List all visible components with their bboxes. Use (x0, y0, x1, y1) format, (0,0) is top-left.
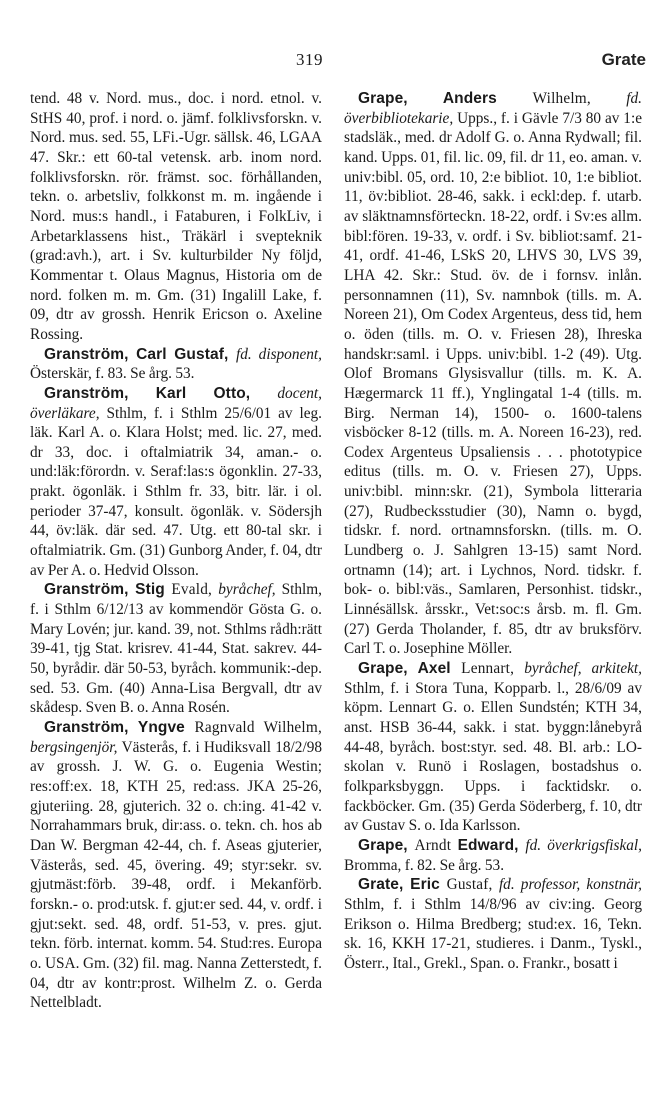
page-header (0, 0, 672, 80)
entry-given-name: Axel (417, 660, 462, 678)
entry-given-name: Stig (135, 581, 172, 599)
entry-body: Bromma, f. 82. Se årg. 53. (344, 856, 505, 874)
biography-entry (30, 580, 322, 718)
entry-given-name-rest: Lennart, (461, 660, 525, 678)
entry-body: Österskär, f. 83. Se årg. 53. (30, 365, 195, 383)
entry-surname: Grate, (358, 876, 411, 894)
biography-entry (344, 659, 642, 836)
entry-given-name: Eric (410, 876, 447, 894)
entry-body: tend. 48 v. Nord. mus., doc. i nord. etnol. v. StHS 40, prof. i nord. o. jämf. folklivsforskn. v. Nord. mus. sed. 55, LFi.-Ugr. sällsk. 46, LGAA 47. Skr.: ett 60-tal vetensk. arb. inom nord. folklivsforskn. rör. främst. soc. förhållanden, tekn. o. arbetsliv, folkkonst m. m. ingående i Nord. mus:s handl., i Fataburen, i FolkLiv, i Arbetarklassens hist., Träkärl i svepteknik (grad:avh.), art. i Sv. kulturbilder Ny följd, Kommentar t. Olaus Magnus, Historia om de nord. folken m. m. Gm. (31) Ingalill Lake, f. 09, dtr av grossh. Henrik Ericson o. Axeline Rossing. (30, 90, 322, 343)
entry-given-name-rest: Arndt (414, 836, 458, 854)
entry-surname: Grape, (358, 90, 443, 107)
entry-given-name-rest: Gustaf, (446, 876, 499, 894)
entry-given-name: Edward, (457, 836, 526, 854)
entry-surname: Grape, (358, 836, 415, 854)
page-number: 319 (296, 50, 323, 69)
entry-surname: Granström, (44, 384, 156, 402)
entry-body: Sthlm, f. i Sthlm 14/8/96 av civ:ing. Georg Erikson o. Hilma Bredberg; stud:ex. 16, Tekn. sk. 16, KKH 17-21, studieres. i Danm., Tyskl., Österr., Ital., Grekl., Span. o. Frankr., bosatt i (344, 895, 642, 972)
entry-surname: Granström, (44, 581, 136, 599)
biography-entry (344, 89, 642, 659)
entry-given-name: Anders (442, 90, 533, 107)
biography-entry (30, 384, 322, 581)
entry-title: fd. professor, konstnär, (498, 876, 642, 894)
entry-title: fd. disponent, (235, 345, 322, 363)
entry-body: Sthlm, f. i Sthlm 25/6/01 av leg. läk. Karl A. o. Klara Holst; med. lic. 27, med. dr 33, doc. i oftalmiatrik 34, aman.- o. und:läk:förordn. v. Seraf:las:s ögonklin. 27-33, prakt. ögonläk. i Sthlm fr. 33, bitr. lär. i ol. perioder 37-47, konsult. ögonläk. v. Södersjh 44, öv:läk. där sed. 47. Utg. ett 80-tal skr. i oftalmiatrik. Gm. (31) Gunborg Ander, f. 04, dtr av Per A. o. Hedvid Olsson. (30, 404, 322, 579)
biography-entry (344, 836, 642, 875)
entry-given-name: Carl Gustaf, (136, 345, 236, 363)
entry-given-name-rest: Evald, (171, 581, 219, 599)
entry-given-name: Yngve (137, 719, 195, 736)
entry-title: byråchef, (218, 581, 282, 599)
entry-title: bergsingenjör, (30, 738, 122, 756)
entry-body: Sthlm, f. i Sthlm 6/12/13 av kommendör Gösta G. o. Mary Lovén; jur. kand. 39, not. Sthlms rådh:rätt 39-41, tjg Stat. krisrev. 41-44, Stat. sakrev. 44-50, byrådir. där 50-53, byråch. kommunik:-dep. sed. 53. Gm. (40) Anna-Lisa Bergvall, dtr av skådesp. Sven B. o. Anna Rosén. (30, 581, 322, 717)
biography-entry (30, 718, 322, 1013)
right-column (344, 89, 642, 974)
entry-body: Västerås, f. i Hudiksvall 18/2/98 av grossh. J. W. G. o. Eugenia Westin; res:off:ex. 18, KTH 25, red:ass. JKA 25-26, gjuteriing. 28, gjuterich. 32 o. ch:ing. 41-42 v. Norrahammars bruk, dir:ass. o. tekn. ch. hos ab Dan W. Bergman 42-44, ch. f. Aseas gjuterier, Västerås, sed. 45, övering. 49; styr:sekr. sv. gjutmäst:förb. 39-48, ordf. i Mekanförb. forskn.- o. prod:utsk. f. gjut:er sed. 44, v. ordf. i gjut:sekt. sed. 48, ordf. 51-53, v. pres. gjut. tekn. förb. internat. komm. 54. Stud:res. Europa o. USA. Gm. (32) fil. mag. Nanna Zetterstedt, f. 04, dtr av kontr:prost. Wilhelm Z. o. Gerda Nettelbladt. (30, 738, 322, 1012)
continued-entry (30, 89, 322, 345)
entry-title: byråchef, arkitekt, (524, 660, 642, 678)
entry-title: fd. överkrigsfiskal, (525, 836, 642, 854)
biography-entry (344, 875, 642, 973)
running-head: Grate (601, 50, 646, 69)
entry-surname: Granström, (44, 345, 137, 363)
left-column (30, 89, 322, 1013)
entry-given-name-rest: Ragnvald Wilhelm, (194, 719, 322, 736)
entry-title: fd. överbibliotekarie, (344, 90, 643, 127)
entry-given-name: Karl Otto, (155, 384, 278, 402)
entry-body: Sthlm, f. i Stora Tuna, Kopparb. l., 28/6/09 av köpm. Lennart G. o. Ellen Sundstén; KTH 34, anst. HSB 36-44, sakk. i stat. byggn:lånebyrå 44-48, byråch. bost:styr. sed. 48. Bl. arb.: LO-skolan v. Runö i Roslagen, bostadshus o. folkparksbyggn. Upps. i facktidskr. o. fackböcker. Gm. (35) Gerda Söderberg, f. 10, dtr av Gustav S. o. Ida Karlsson. (344, 679, 642, 835)
biography-entry (30, 345, 322, 384)
entry-surname: Grape, (358, 660, 418, 678)
entry-surname: Granström, (44, 719, 138, 736)
entry-body: Upps., f. i Gävle 7/3 80 av 1:e stadsläk., med. dr Adolf G. o. Anna Rydwall; fil. kand. Upps. 01, fil. lic. 09, fil. dr 11, eo. aman. v. univ:bibl. 05, ord. 10, 2:e bibliot. 10, 1:e bibliot. 11, öv:bibliot. 28-46, sakk. i eckl:dep. f. utarb. av släktnamnsförteckn. 18-22, ordf. i Sv:es allm. bibl:fören. 19-33, v. ordf. i Sv. bibliot:samf. 21-41, ordf. 41-46, LSkS 20, LHVS 30, LVS 39, LHA 42. Skr.: Stud. öv. de i fornsv. inlån. personnamnen (11), Sv. namnbok (tills. m. A. Noreen 21), Om Codex Argenteus, dess tid, hem o. öden (tills. m. O. v. Friesen 28), Ihreska handskr:saml. i Upps. univ:bibl. 1-2 (49). Utg. Olof Bromans Glysisvallur (tills. m. K. A. Hægermarck 11 ff.), Ynglingatal 1-4 (tills. m. Birg. Nerman 14), 1500- o. 1600-talens visböcker 8-12 (tills. m. A. Noreen 16-23), red. Codex Argenteus Upsaliensis . . . phototypice editus (tills. m. O. v. Friesen 27), Upps. univ:bibl. minn:skr. (21), Symbola litteraria (27), Rudbecksstudier (30), Namn o. bygd, tidskr. f. nord. ortnamnsforskn. (tills. m. O. Lundberg o. J. Sahlgren 13-15) samt Nord. ortnamn (14); art. i Lychnos, Nord. tidskr. f. bok- o. bibl:väs., Samlaren, Personhist. tidskr., Linnésällsk. årsskr., Vet:soc:s årsb. m. fl. Gm. (27) Gerda Tholander, f. 85, dtr av bruksförv. Carl T. o. Josephine Möller. (344, 109, 642, 658)
entry-given-name-rest: Wilhelm, (532, 90, 627, 107)
entry-title: docent, överläkare, (30, 384, 322, 422)
